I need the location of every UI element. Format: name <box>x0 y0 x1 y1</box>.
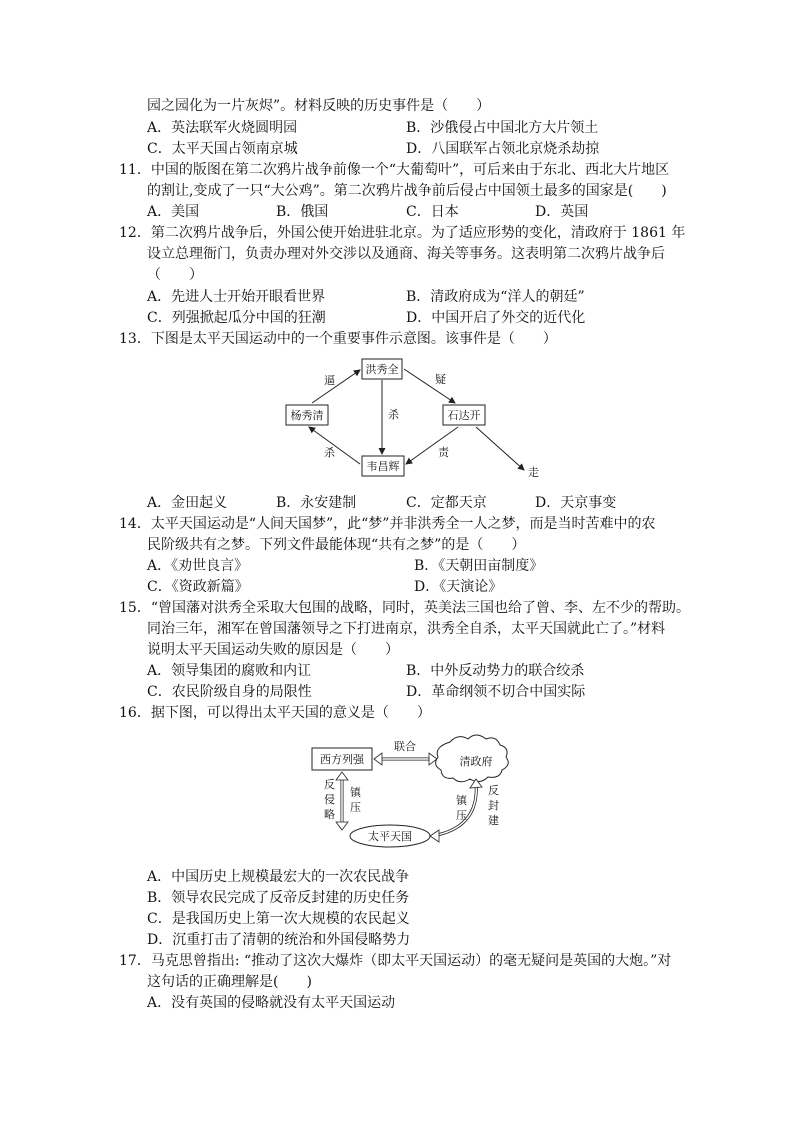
q11-line2: 的割让,变成了一只“大公鸡”。第二次鸦片战争前后侵占中国领土最多的国家是( ) <box>147 183 667 199</box>
q15-line3: 说明太平天国运动失败的原因是（ ） <box>147 642 399 658</box>
zou-arrow <box>476 427 524 470</box>
taiping-label: 太平天国 <box>368 830 412 843</box>
q12-option-a: A．先进人士开始开眼看世界 <box>147 289 326 305</box>
bi-label: 逼 <box>324 374 335 387</box>
fan-label: 反 <box>324 778 335 791</box>
q10-option-c: C．太平天国占领南京城 <box>147 141 298 157</box>
q11-option-b: B．俄国 <box>276 204 329 220</box>
right-curve-arrow <box>432 782 476 836</box>
feng-label: 封 <box>488 799 499 812</box>
ze-label: 责 <box>438 446 449 459</box>
shi-label: 石达开 <box>447 409 481 422</box>
q12-option-c: C．列强掀起瓜分中国的狂潮 <box>147 310 326 326</box>
western-powers-label: 西方列强 <box>320 753 364 766</box>
q17-option-a: A．没有英国的侵略就没有太平天国运动 <box>147 995 396 1011</box>
q13-option-a: A．金田起义 <box>147 495 228 511</box>
ze-arrow <box>406 427 458 464</box>
q16-option-c: C．是我国历史上第一次大规模的农民起义 <box>147 911 410 927</box>
q16-diagram <box>300 730 520 848</box>
q14-option-b: B．《天朝田亩制度》 <box>414 558 544 574</box>
q16-option-b: B．领导农民完成了反帝反封建的历史任务 <box>147 890 410 906</box>
q14-option-a: A．《劝世良言》 <box>147 558 249 574</box>
q16-option-a: A．中国历史上规模最宏大的一次农民战争 <box>147 869 410 885</box>
q14-line2: 民阶级共有之梦。下列文件最能体现“共有之梦”的是（ ） <box>147 537 526 553</box>
q15-line1: 15．“曾国藩对洪秀全采取大包围的战略，同时，英美法三国也给了曾、李、左不少的帮助。 <box>119 600 690 616</box>
q16-line1: 16．据下图，可以得出太平天国的意义是（ ） <box>119 705 431 721</box>
q14-option-c: C．《资政新篇》 <box>147 579 249 595</box>
q17-line1: 17．马克思曾指出: “推动了这次大爆炸（即太平天国运动）的毫无疑问是英国的大炮。”对 <box>119 953 672 969</box>
q12-line2: 设立总理衙门，负责办理对外交涉以及通商、海关等事务。这表明第二次鸦片战争后 <box>147 246 665 262</box>
ya-label-right: 压 <box>456 809 467 822</box>
hong-label: 洪秀全 <box>365 363 399 376</box>
q15-option-d: D．革命纲领不切合中国实际 <box>406 684 586 700</box>
q13-option-d: D．天京事变 <box>535 495 617 511</box>
q11-option-c: C．日本 <box>406 204 459 220</box>
fan-label-right: 反 <box>488 784 499 797</box>
q14-option-d: D．《天演论》 <box>414 579 503 595</box>
bi-arrow <box>312 370 360 403</box>
zhen-label-right: 镇 <box>456 794 467 807</box>
q10-text: 园之园化为一片灰烬”。材料反映的历史事件是（ ） <box>147 98 491 114</box>
q13-option-c: C．定都天京 <box>406 495 487 511</box>
sha-label-1: 杀 <box>388 408 399 421</box>
q10-option-a: A．英法联军火烧圆明园 <box>147 120 298 136</box>
lue-label: 略 <box>324 808 335 821</box>
q10-option-d: D．八国联军占领北京烧杀劫掠 <box>406 141 600 157</box>
q12-option-d: D．中国开启了外交的近代化 <box>406 310 586 326</box>
zhen-label-left: 镇 <box>350 786 361 799</box>
q11-line1: 11．中国的版图在第二次鸦片战争前像一个“大葡萄叶”，可后来由于东北、西北大片地区 <box>119 162 670 178</box>
q12-line1: 12．第二次鸦片战争后，外国公使开始进驻北京。为了适应形势的变化，清政府于 1861 年 <box>119 225 686 241</box>
zou-label: 走 <box>528 466 539 479</box>
q13-diagram <box>280 352 550 482</box>
q11-option-a: A．美国 <box>147 204 200 220</box>
q15-option-a: A．领导集团的腐败和内讧 <box>147 663 312 679</box>
q15-option-c: C．农民阶级自身的局限性 <box>147 684 312 700</box>
q15-option-b: B．中外反动势力的联合绞杀 <box>406 663 585 679</box>
lianhe-label: 联合 <box>394 740 416 753</box>
q10-option-b: B．沙俄侵占中国北方大片领土 <box>406 120 599 136</box>
yi-arrow <box>404 369 455 403</box>
q12-line3: （ ） <box>147 267 203 283</box>
ya-label-left: 压 <box>350 801 361 814</box>
q17-line2: 这句话的正确理解是( ) <box>147 974 312 990</box>
q12-option-b: B．清政府成为“洋人的朝廷” <box>406 289 585 305</box>
q11-option-d: D．英国 <box>535 204 589 220</box>
yi-label: 疑 <box>435 373 446 386</box>
sha-label-2: 杀 <box>324 446 335 459</box>
yang-label: 杨秀清 <box>290 409 324 422</box>
qing-government-label: 清政府 <box>459 755 493 768</box>
jian-label: 建 <box>488 814 499 827</box>
wei-label: 韦昌辉 <box>366 460 400 473</box>
q13-option-b: B．永安建制 <box>276 495 357 511</box>
q16-option-d: D．沉重打击了清朝的统治和外国侵略势力 <box>147 932 411 948</box>
qin-label: 侵 <box>324 793 335 806</box>
q15-line2: 同治三年，湘军在曾国藩领导之下打进南京，洪秀全自杀，太平天国就此亡了。”材料 <box>147 621 666 637</box>
q14-line1: 14．太平天国运动是“人间天国梦”，此“梦”并非洪秀全一人之梦，而是当时苦难中的农 <box>119 516 656 532</box>
q13-line1: 13．下图是太平天国运动中的一个重要事件示意图。该事件是（ ） <box>119 331 557 347</box>
